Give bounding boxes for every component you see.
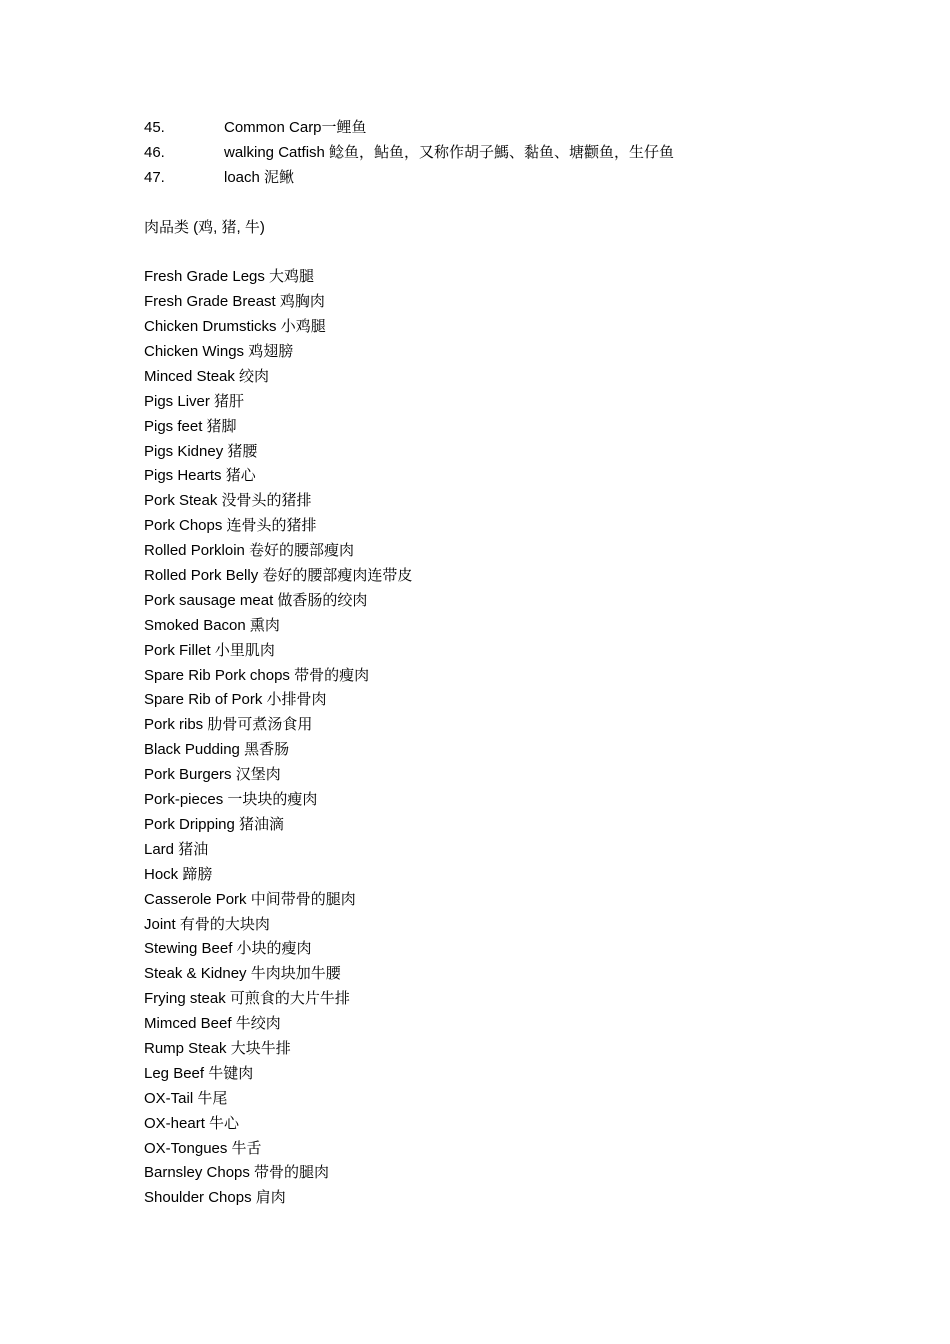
list-item: Chicken Wings 鸡翅膀 <box>144 343 294 361</box>
list-item: Rolled Pork Belly 卷好的腰部瘦肉连带皮 <box>144 567 413 585</box>
list-item: Fresh Grade Legs 大鸡腿 <box>144 268 315 286</box>
list-item: OX-Tail 牛尾 <box>144 1089 228 1107</box>
list-item: Lard 猪油 <box>144 840 209 858</box>
list-item: Steak & Kidney 牛肉块加牛腰 <box>144 965 341 983</box>
list-item: Joint 有骨的大块肉 <box>144 915 270 933</box>
blank-line <box>144 191 844 216</box>
list-item: Smoked Bacon 熏肉 <box>144 616 280 634</box>
item-text: Common Carp一鲤鱼 <box>224 119 367 136</box>
list-item: Barnsley Chops 带骨的腿肉 <box>144 1164 330 1182</box>
list-item: Shoulder Chops 肩肉 <box>144 1189 286 1207</box>
item-number: 47. <box>144 168 165 186</box>
list-item: Pork-pieces 一块块的瘦肉 <box>144 791 318 809</box>
item-number: 45. <box>144 119 165 136</box>
list-item: Casserole Pork 中间带骨的腿肉 <box>144 890 356 908</box>
list-item: Rolled Porkloin 卷好的腰部瘦肉 <box>144 542 355 560</box>
list-item: Pork Fillet 小里肌肉 <box>144 641 275 659</box>
numbered-item-47 <box>144 166 844 191</box>
list-item: Frying steak 可煎食的大片牛排 <box>144 990 350 1008</box>
list-item: Rump Steak 大块牛排 <box>144 1039 291 1057</box>
item-text: walking Catfish 鲶鱼，鲇鱼，又称作胡子鰢、黏鱼、塘颧鱼，生仔鱼 <box>224 143 675 161</box>
document-content <box>144 116 844 1211</box>
section-heading: 肉品类 (鸡, 猪, 牛) <box>144 218 265 236</box>
list-item: Leg Beef 牛键肉 <box>144 1064 254 1082</box>
list-item: Mimced Beef 牛绞肉 <box>144 1015 281 1033</box>
list-item: OX-heart 牛心 <box>144 1114 240 1132</box>
list-item: Fresh Grade Breast 鸡胸肉 <box>144 293 325 311</box>
numbered-item-45 <box>144 116 844 141</box>
list-item: Pork sausage meat 做香肠的绞肉 <box>144 591 368 609</box>
list-item: Pigs Hearts 猪心 <box>144 467 256 485</box>
list-item: Pigs feet 猪脚 <box>144 417 237 435</box>
list-item: Pigs Liver 猪肝 <box>144 392 245 410</box>
list-item: Chicken Drumsticks 小鸡腿 <box>144 318 326 336</box>
list-item: Hock 蹄膀 <box>144 865 213 883</box>
item-text: loach 泥鳅 <box>224 168 295 186</box>
blank-line <box>144 240 844 265</box>
list-item: OX-Tongues 牛舌 <box>144 1139 262 1157</box>
list-item: Black Pudding 黑香肠 <box>144 741 290 759</box>
item-number: 46. <box>144 143 165 161</box>
list-item: Pork Dripping 猪油滴 <box>144 815 285 833</box>
list-item: Spare Rib of Pork 小排骨肉 <box>144 691 327 709</box>
meat-list <box>144 265 844 1211</box>
list-item: Minced Steak 绞肉 <box>144 367 270 385</box>
list-item: Pork Steak 没骨头的猪排 <box>144 492 312 510</box>
list-item: Pork Chops 连骨头的猪排 <box>144 517 317 535</box>
list-item: Pork ribs 肋骨可煮汤食用 <box>144 716 313 734</box>
list-item: Pork Burgers 汉堡肉 <box>144 766 281 784</box>
list-item: Stewing Beef 小块的瘦肉 <box>144 940 312 958</box>
numbered-item-46 <box>144 141 844 166</box>
list-item: Pigs Kidney 猪腰 <box>144 442 258 460</box>
list-item: Spare Rib Pork chops 带骨的瘦肉 <box>144 666 370 684</box>
